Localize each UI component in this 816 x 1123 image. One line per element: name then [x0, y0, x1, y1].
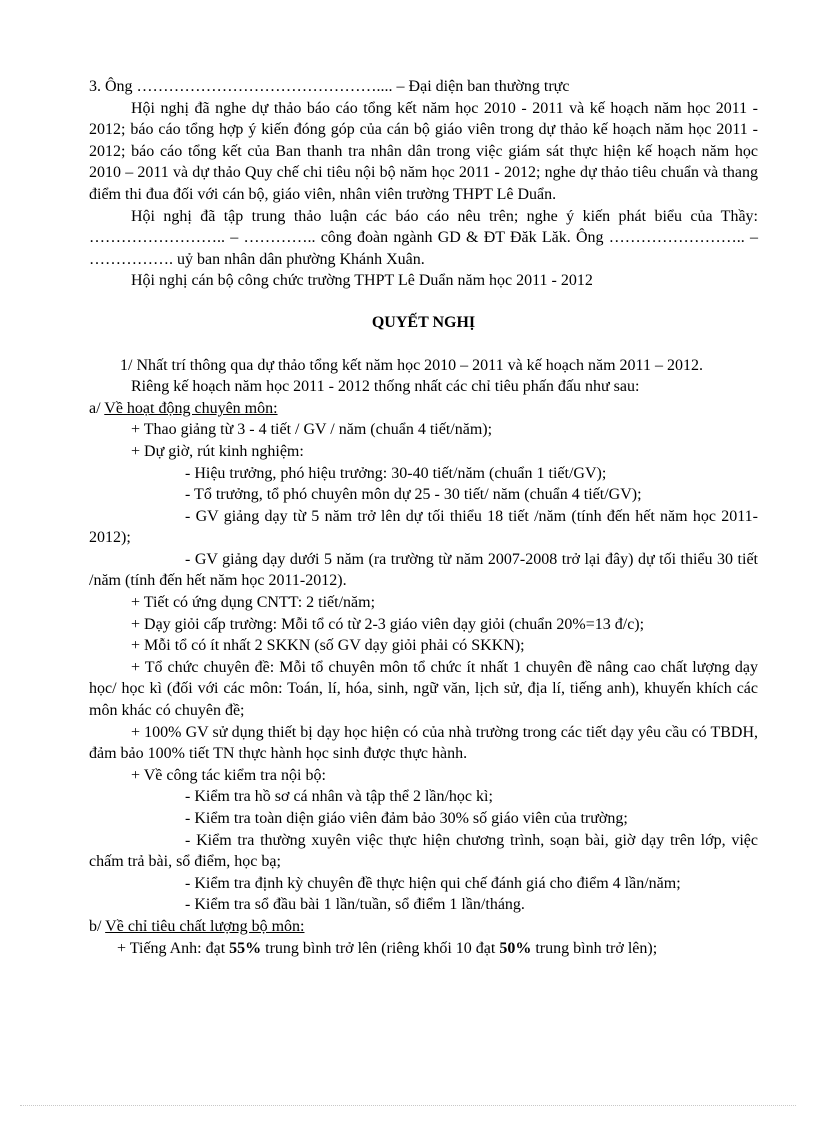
list-item: + Thao giảng từ 3 - 4 tiết / GV / năm (chuẩn 4 tiết/năm);: [131, 421, 493, 439]
section-b-prefix: b/: [89, 917, 106, 935]
section-a-heading: [89, 398, 758, 420]
section-a-prefix: a/: [89, 399, 105, 417]
item-1: 1/ Nhất trí thông qua dự thảo tổng kết năm học 2010 – 2011 và kế hoạch năm 2011 – 2012.: [120, 356, 703, 374]
item-1-subtext: Riêng kế hoạch năm học 2011 - 2012 thống nhất các chỉ tiêu phấn đấu như sau:: [131, 378, 640, 396]
english-target-text: + Tiếng Anh: đạt: [117, 939, 230, 957]
list-item: - Kiểm tra toàn diện giáo viên đảm bảo 30% số giáo viên của trường;: [185, 810, 628, 827]
list-item: - Kiểm tra hồ sơ cá nhân và tập thể 2 lần/học kì;: [185, 788, 493, 806]
internal-inspection-title: + Về công tác kiểm tra nội bộ:: [131, 766, 326, 784]
page-bottom-divider: [20, 1105, 796, 1106]
resolution-heading: QUYẾT NGHỊ: [371, 313, 476, 331]
list-item: + 100% GV sử dụng thiết bị dạy học hiện có của nhà trường trong các tiết dạy yêu cầu có TBDH, đảm bảo 100% tiết TN thực hành học sinh được thực hành.: [89, 723, 758, 763]
list-item: + Dự giờ, rút kinh nghiệm:: [131, 442, 304, 460]
list-item: + Tổ chức chuyên đề: Mỗi tổ chuyên môn tổ chức ít nhất 1 chuyên đề nâng cao chất lượng dạy học/ học kì (đối với các môn: Toán, lí, hóa, sinh, ngữ văn, lịch sử, địa lí, tiếng anh), khuyến khích các môn khác có chuyên đề;: [89, 658, 758, 720]
paragraph-conference-reports: Hội nghị đã nghe dự thảo báo cáo tổng kết năm học 2010 - 2011 và kế hoạch năm học 2011 - 2012; báo cáo tổng hợp ý kiến đóng góp của cán bộ giáo viên trong dự thảo kế hoạch năm học 2011 - 2012; báo cáo tổng kết của Ban thanh tra nhân dân trong việc giám sát thực hiện kế hoạch năm học 2010 – 2011 và dự thảo Quy chế chi tiêu nội bộ năm học 2011 - 2012; nghe dự thảo tiêu chuẩn và thang điểm thi đua đối với cán bộ, giáo viên, nhân viên trường THPT Lê Duẩn.: [89, 99, 758, 203]
list-item: + Mỗi tổ có ít nhất 2 SKKN (số GV dạy giỏi phải có SKKN);: [131, 637, 525, 655]
list-item: - Kiểm tra thường xuyên việc thực hiện chương trình, soạn bài, giờ dạy trên lớp, việc chấm trả bài, sổ điểm, học bạ;: [89, 831, 758, 871]
list-item: - Tổ trưởng, tổ phó chuyên môn dự 25 - 30 tiết/ năm (chuẩn 4 tiết/GV);: [185, 486, 642, 504]
english-target-percent: 55%: [229, 939, 262, 957]
list-item: - Kiểm tra định kỳ chuyên đề thực hiện qui chế đánh giá cho điểm 4 lần/năm;: [185, 874, 681, 892]
list-item: - Hiệu trưởng, phó hiệu trưởng: 30-40 tiết/năm (chuẩn 1 tiết/GV);: [185, 464, 607, 482]
english-target-text: trung bình trở lên);: [531, 939, 658, 957]
english-target-text: trung bình trở lên (riêng khối 10 đạt: [261, 939, 500, 957]
paragraph-conference-name: Hội nghị cán bộ công chức trường THPT Lê Duẩn năm học 2011 - 2012: [131, 272, 593, 290]
english-grade10-percent: 50%: [499, 939, 532, 957]
list-item: - GV giảng dạy dưới 5 năm (ra trường từ năm 2007-2008 trở lại đây) dự tối thiểu 30 tiết /năm (tính đến hết năm học 2011-2012).: [89, 550, 758, 590]
list-item: - GV giảng dạy từ 5 năm trở lên dự tối thiểu 18 tiết /năm (tính đến hết năm học 2011-2012);: [89, 507, 758, 547]
english-target: [89, 938, 758, 960]
section-b-title: Về chỉ tiêu chất lượng bộ môn:: [105, 917, 305, 935]
list-item: + Dạy giỏi cấp trường: Mỗi tổ có từ 2-3 giáo viên dạy giỏi (chuẩn 20%=13 đ/c);: [131, 615, 645, 633]
section-a-title: Về hoạt động chuyên môn:: [104, 399, 278, 417]
section-b-heading: [89, 916, 758, 938]
representative-line: 3. Ông ……………………………………….... – Đại diện ban thường trực: [89, 78, 570, 95]
list-item: - Kiểm tra sổ đầu bài 1 lần/tuần, sổ điểm 1 lần/tháng.: [185, 896, 525, 914]
paragraph-discussion: Hội nghị đã tập trung thảo luận các báo cáo nêu trên; nghe ý kiến phát biểu của Thầy: …………………….. – ………….. công đoàn ngành GD & ĐT Đăk Lăk. Ông …………………….. – ……………. uỷ ban nhân dân phường Khánh Xuân.: [89, 207, 758, 268]
list-item: + Tiết có ứng dụng CNTT: 2 tiết/năm;: [131, 594, 376, 612]
